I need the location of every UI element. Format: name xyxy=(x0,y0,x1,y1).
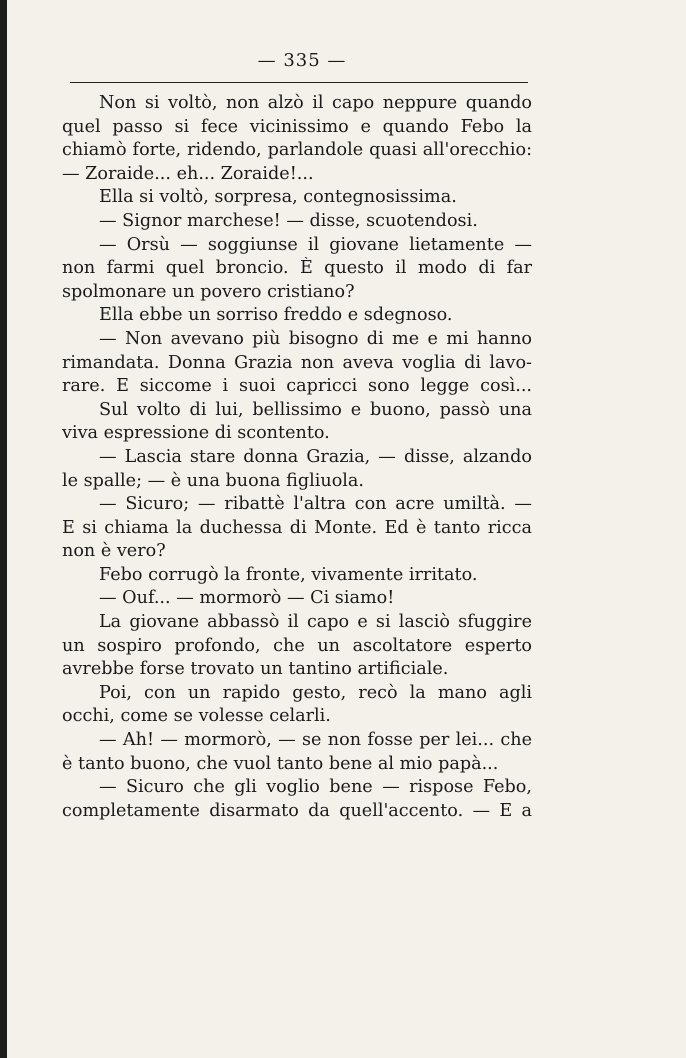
text-line: quel passo si fece vicinissimo e quando Febo la xyxy=(62,116,532,137)
text-line: non farmi quel broncio. È questo il modo di far xyxy=(62,258,532,279)
header-rule xyxy=(70,82,528,83)
text-line: — Orsù — soggiunse il giovane lietamente — xyxy=(99,234,532,255)
text-line: — Non avevano più bisogno di me e mi hanno xyxy=(99,328,532,349)
text-line: non è vero? xyxy=(62,541,166,562)
text-line: Febo corrugò la fronte, vivamente irritato. xyxy=(99,564,478,585)
text-line: è tanto buono, che vuol tanto bene al mio papà... xyxy=(62,753,499,774)
text-line: un sospiro profondo, che un ascoltatore esperto xyxy=(62,635,532,656)
text-line: le spalle; — è una buona figliuola. xyxy=(62,470,365,491)
text-line: Ella si voltò, sorpresa, contegnosissima. xyxy=(99,187,457,208)
text-line: La giovane abbassò il capo e si lasciò sfuggire xyxy=(99,612,532,633)
page-number: — 335 — xyxy=(257,50,347,71)
text-line: — Sicuro che gli voglio bene — rispose Febo, xyxy=(99,777,532,798)
text-line: — Ouf... — mormorò — Ci siamo! xyxy=(99,588,395,609)
text-line: occhi, come se volesse celarli. xyxy=(62,706,331,727)
text-line: Sul volto di lui, bellissimo e buono, passò una xyxy=(99,399,532,420)
text-line: Non si voltò, non alzò il capo neppure quando xyxy=(99,93,532,113)
text-line: — Zoraide... eh... Zoraide!... xyxy=(62,163,314,184)
text-line: viva espressione di scontento. xyxy=(62,423,330,444)
text-line: chiamò forte, ridendo, parlandole quasi all'orecchio: xyxy=(62,140,532,161)
text-line: avrebbe forse trovato un tantino artificiale. xyxy=(62,659,449,680)
text-line: — Sicuro; — ribattè l'altra con acre umiltà. — xyxy=(99,494,532,515)
text-line: — Lascia stare donna Grazia, — disse, alzando xyxy=(99,446,532,467)
text-line: rare. E siccome i suoi capricci sono legge così... xyxy=(62,376,532,397)
text-line: rimandata. Donna Grazia non aveva voglia di lavo- xyxy=(62,352,532,373)
text-line: Ella ebbe un sorriso freddo e sdegnoso. xyxy=(99,305,453,326)
text-line: — Ah! — mormorò, — se non fosse per lei... che xyxy=(99,730,532,751)
body-text xyxy=(62,92,532,823)
text-line: completamente disarmato da quell'accento. — E a xyxy=(62,800,532,821)
text-line: Poi, con un rapido gesto, recò la mano agli xyxy=(99,682,532,703)
text-line: E si chiama la duchessa di Monte. Ed è tanto ricca xyxy=(62,517,532,538)
text-line: spolmonare un povero cristiano? xyxy=(62,281,355,302)
text-line: — Signor marchese! — disse, scuotendosi. xyxy=(99,210,478,231)
